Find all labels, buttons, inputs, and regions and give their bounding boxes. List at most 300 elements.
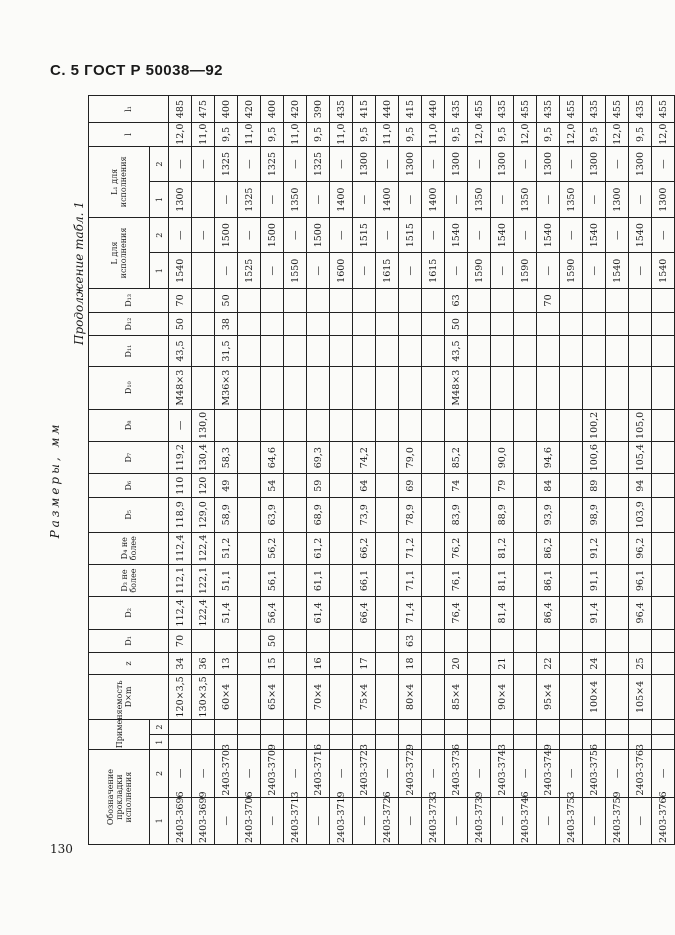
table-cell-d13: 70	[537, 289, 560, 313]
table-cell-d3	[468, 564, 491, 596]
table-cell-d12	[629, 312, 652, 336]
table-cell-z	[238, 653, 261, 675]
table-cell-d1	[468, 629, 491, 653]
table-cell-d3: 56,1	[261, 564, 284, 596]
rotated-table-area	[48, 95, 669, 845]
table-cell-d10	[468, 366, 491, 409]
header-dxm: D×m	[89, 674, 169, 719]
table-cell-dxm	[652, 674, 675, 719]
table-cell-d10	[514, 366, 537, 409]
table-cell-d1	[606, 629, 629, 653]
table-cell-d2: 2403-3716	[307, 750, 330, 797]
table-cell-dxm	[606, 674, 629, 719]
table-cell-l12: 1325	[261, 146, 284, 182]
table-row	[261, 96, 284, 845]
table-cell-l1: 1615	[422, 253, 445, 289]
table-row	[537, 96, 560, 845]
table-cell-l11: —	[307, 182, 330, 218]
table-cell-d2: 91,4	[583, 597, 606, 629]
table-cell-d12	[353, 312, 376, 336]
table-cell-d1	[307, 629, 330, 653]
page-number: 130	[50, 842, 73, 856]
table-cell-d2	[606, 597, 629, 629]
table-cell-d2: 2403-3723	[353, 750, 376, 797]
table-cell-d1: 2403-3726	[376, 797, 399, 844]
table-cell-d2	[560, 597, 583, 629]
table-cell-d7: 119,2	[169, 442, 192, 474]
table-cell-d11	[238, 336, 261, 366]
table-cell-d6: 74	[445, 474, 468, 498]
table-cell-d1	[445, 629, 468, 653]
table-cell-d1	[238, 629, 261, 653]
table-cell-l: 12,0	[606, 123, 629, 147]
table-cell-l1: 1550	[284, 253, 307, 289]
table-row	[491, 96, 514, 845]
table-cell-d6	[422, 474, 445, 498]
table-cell-l1: 1590	[560, 253, 583, 289]
table-cell-d1: 2403-3739	[468, 797, 491, 844]
table-cell-d2: —	[652, 750, 675, 797]
table-cell-d10	[583, 366, 606, 409]
table-cell-l1: 415	[399, 96, 422, 123]
table-cell-d11	[560, 336, 583, 366]
table-cell-l12: 1300	[445, 146, 468, 182]
table-cell-d2: —	[560, 750, 583, 797]
table-cell-l1: —	[261, 253, 284, 289]
table-cell-l1: 435	[445, 96, 468, 123]
table-cell-dxm	[284, 674, 307, 719]
table-cell-l2: —	[238, 217, 261, 253]
table-cell-d5: 118,9	[169, 498, 192, 532]
table-cell-d2: —	[514, 750, 537, 797]
table-cell-d5: 93,9	[537, 498, 560, 532]
table-row	[192, 96, 215, 845]
table-cell-dxm	[468, 674, 491, 719]
table-cell-d13	[652, 289, 675, 313]
table-cell-d7: 85,2	[445, 442, 468, 474]
table-cell-l2: —	[422, 217, 445, 253]
table-cell-d12	[514, 312, 537, 336]
table-cell-d5: 68,9	[307, 498, 330, 532]
table-cell-z: 34	[169, 653, 192, 675]
table-cell-l: 12,0	[468, 123, 491, 147]
table-cell-l12: —	[652, 146, 675, 182]
table-cell-d12	[284, 312, 307, 336]
table-cell-l: 9,5	[215, 123, 238, 147]
table-cell-d1	[330, 629, 353, 653]
table-cell-d11	[491, 336, 514, 366]
table-cell-l1	[192, 253, 215, 289]
table-cell-d5: 88,9	[491, 498, 514, 532]
table-cell-d12	[491, 312, 514, 336]
table-cell-d2: 81,4	[491, 597, 514, 629]
table-cell-l2: 1540	[491, 217, 514, 253]
table-cell-d4	[652, 532, 675, 564]
table-cell-d10	[652, 366, 675, 409]
table-cell-d7	[468, 442, 491, 474]
table-cell-d1: 2403-3713	[284, 797, 307, 844]
table-cell-d5	[468, 498, 491, 532]
table-cell-d5	[284, 498, 307, 532]
table-cell-z	[606, 653, 629, 675]
table-cell-d11	[307, 336, 330, 366]
table-cell-a2	[376, 720, 399, 735]
table-cell-d1: 2403-3696	[169, 797, 192, 844]
table-cell-dxm: 95×4	[537, 674, 560, 719]
table-cell-d10	[629, 366, 652, 409]
table-cell-l12: —	[606, 146, 629, 182]
table-cell-l11: 1350	[514, 182, 537, 218]
table-cell-l2: 1515	[399, 217, 422, 253]
table-cell-l11: —	[629, 182, 652, 218]
table-cell-a2	[215, 720, 238, 735]
table-cell-d11: 43,5	[445, 336, 468, 366]
table-cell-l12: —	[376, 146, 399, 182]
table-cell-d3	[560, 564, 583, 596]
table-cell-d2	[652, 597, 675, 629]
table-cell-z	[330, 653, 353, 675]
table-row	[583, 96, 606, 845]
table-cell-d2: 2403-3756	[583, 750, 606, 797]
table-row	[652, 96, 675, 845]
table-cell-d2	[284, 597, 307, 629]
table-cell-d8	[307, 409, 330, 441]
table-cell-z: 24	[583, 653, 606, 675]
table-cell-d7	[284, 442, 307, 474]
table-cell-d1: —	[491, 797, 514, 844]
table-cell-d1	[284, 629, 307, 653]
table-cell-l: 9,5	[307, 123, 330, 147]
header-sub-2: 2	[150, 146, 169, 182]
header-d11: D₁₁	[89, 336, 169, 366]
table-cell-d11	[376, 336, 399, 366]
table-cell-d5	[652, 498, 675, 532]
table-cell-d11	[284, 336, 307, 366]
table-cell-l12: 1300	[537, 146, 560, 182]
table-cell-a2	[537, 720, 560, 735]
table-cell-l2: 1540	[537, 217, 560, 253]
table-row	[169, 96, 192, 845]
table-cell-d1: 2403-3699	[192, 797, 215, 844]
table-cell-l11: 1350	[284, 182, 307, 218]
table-cell-d13	[376, 289, 399, 313]
table-cell-d1: 2403-3766	[652, 797, 675, 844]
table-cell-a2	[514, 720, 537, 735]
table-cell-d11	[422, 336, 445, 366]
table-cell-d3	[284, 564, 307, 596]
table-cell-d12	[606, 312, 629, 336]
table-cell-d6	[560, 474, 583, 498]
table-cell-d4: 51,2	[215, 532, 238, 564]
table-cell-d2	[422, 597, 445, 629]
table-cell-d3	[606, 564, 629, 596]
table-cell-l1: 455	[606, 96, 629, 123]
table-cell-d3: 71,1	[399, 564, 422, 596]
table-cell-a1	[606, 735, 629, 750]
table-cell-l1: 1525	[238, 253, 261, 289]
table-cell-l: 12,0	[169, 123, 192, 147]
table-cell-z	[514, 653, 537, 675]
table-cell-d2: —	[422, 750, 445, 797]
table-cell-l1: 435	[583, 96, 606, 123]
header-sub-2: 2	[150, 217, 169, 253]
table-cell-d3: 96,1	[629, 564, 652, 596]
table-cell-l1: —	[583, 253, 606, 289]
table-cell-d8	[560, 409, 583, 441]
table-cell-l12: 1325	[307, 146, 330, 182]
table-cell-d2: —	[238, 750, 261, 797]
table-cell-z: 21	[491, 653, 514, 675]
table-cell-d8	[399, 409, 422, 441]
table-cell-d8	[284, 409, 307, 441]
table-cell-d1	[491, 629, 514, 653]
table-cell-l2: 1500	[215, 217, 238, 253]
table-cell-l: 9,5	[491, 123, 514, 147]
table-cell-d2	[514, 597, 537, 629]
header-sub-1: 1	[150, 253, 169, 289]
table-cell-l1: —	[629, 253, 652, 289]
table-cell-d13: 50	[215, 289, 238, 313]
table-cell-d1	[376, 629, 399, 653]
table-cell-d2: 112,4	[169, 597, 192, 629]
table-cell-d8	[652, 409, 675, 441]
table-cell-d8	[514, 409, 537, 441]
table-cell-d6: 84	[537, 474, 560, 498]
table-cell-d10	[491, 366, 514, 409]
table-cell-d13	[468, 289, 491, 313]
table-cell-l1: 420	[284, 96, 307, 123]
table-cell-d6: 110	[169, 474, 192, 498]
table-cell-d8	[537, 409, 560, 441]
table-cell-l12: —	[330, 146, 353, 182]
table-cell-l11: —	[537, 182, 560, 218]
table-cell-z: 20	[445, 653, 468, 675]
table-cell-d10	[353, 366, 376, 409]
table-cell-z: 13	[215, 653, 238, 675]
table-cell-d6: 120	[192, 474, 215, 498]
table-cell-l2: —	[606, 217, 629, 253]
table-cell-d3	[238, 564, 261, 596]
table-cell-z: 17	[353, 653, 376, 675]
table-cell-a2	[353, 720, 376, 735]
table-cell-d7: 69,3	[307, 442, 330, 474]
table-cell-l12: 1300	[353, 146, 376, 182]
table-cell-d2: 71,4	[399, 597, 422, 629]
table-cell-l2: —	[468, 217, 491, 253]
table-cell-d2: 2403-3703	[215, 750, 238, 797]
table-cell-d10	[284, 366, 307, 409]
table-cell-l11: —	[491, 182, 514, 218]
table-cell-l1: 455	[514, 96, 537, 123]
table-cell-d4: 86,2	[537, 532, 560, 564]
table-cell-l1: 1540	[169, 253, 192, 289]
table-cell-d4	[284, 532, 307, 564]
table-cell-d7	[330, 442, 353, 474]
table-cell-d12	[330, 312, 353, 336]
header-d8: D₈	[89, 409, 169, 441]
table-cell-l12: —	[169, 146, 192, 182]
table-cell-a2	[330, 720, 353, 735]
table-cell-a1	[514, 735, 537, 750]
table-row	[284, 96, 307, 845]
table-cell-l: 11,0	[376, 123, 399, 147]
table-cell-l2: —	[652, 217, 675, 253]
table-cell-d1: 2403-3753	[560, 797, 583, 844]
table-cell-dxm: 105×4	[629, 674, 652, 719]
table-cell-d10	[537, 366, 560, 409]
table-cell-d12	[261, 312, 284, 336]
table-cell-d4	[606, 532, 629, 564]
table-cell-dxm: 120×3,5	[169, 674, 192, 719]
table-cell-d1	[629, 629, 652, 653]
table-cell-d13	[284, 289, 307, 313]
table-cell-d3	[330, 564, 353, 596]
table-cell-d8: 105,0	[629, 409, 652, 441]
table-cell-d2	[468, 597, 491, 629]
table-cell-d1: —	[583, 797, 606, 844]
table-cell-l2: —	[192, 217, 215, 253]
table-cell-d8	[445, 409, 468, 441]
table-cell-l1: 440	[422, 96, 445, 123]
table-cell-d13	[583, 289, 606, 313]
table-cell-d8	[215, 409, 238, 441]
table-cell-l: 12,0	[652, 123, 675, 147]
table-cell-l2: —	[169, 217, 192, 253]
table-cell-d13: 70	[169, 289, 192, 313]
header-d1: D₁	[89, 629, 169, 653]
table-cell-l12: —	[514, 146, 537, 182]
table-cell-dxm: 60×4	[215, 674, 238, 719]
table-cell-dxm: 65×4	[261, 674, 284, 719]
header-d13: D₁₃	[89, 289, 169, 313]
table-cell-d6: 59	[307, 474, 330, 498]
table-cell-d8	[330, 409, 353, 441]
header-sub-2: 2	[150, 750, 169, 797]
table-cell-d5	[376, 498, 399, 532]
table-cell-d10	[238, 366, 261, 409]
table-cell-l: 9,5	[261, 123, 284, 147]
table-cell-d1: 2403-3746	[514, 797, 537, 844]
table-cell-d4: 122,4	[192, 532, 215, 564]
table-cell-d3	[376, 564, 399, 596]
header-d5: D₅	[89, 498, 169, 532]
table-row	[215, 96, 238, 845]
table-cell-d11	[399, 336, 422, 366]
table-cell-z	[284, 653, 307, 675]
table-cell-dxm	[422, 674, 445, 719]
table-cell-d1	[652, 629, 675, 653]
table-cell-d3: 76,1	[445, 564, 468, 596]
table-cell-d7	[422, 442, 445, 474]
table-cell-d7	[560, 442, 583, 474]
table-cell-d2: 122,4	[192, 597, 215, 629]
table-row	[606, 96, 629, 845]
table-cell-a2	[652, 720, 675, 735]
table-cell-d10	[192, 366, 215, 409]
table-cell-l11: 1400	[330, 182, 353, 218]
table-cell-a1	[284, 735, 307, 750]
table-cell-d8: —	[169, 409, 192, 441]
table-cell-d2: 86,4	[537, 597, 560, 629]
table-cell-l11: —	[261, 182, 284, 218]
table-cell-d2: 56,4	[261, 597, 284, 629]
table-cell-l1: 435	[330, 96, 353, 123]
table-row	[238, 96, 261, 845]
table-cell-dxm	[238, 674, 261, 719]
table-cell-l11: 1400	[376, 182, 399, 218]
table-cell-d1	[422, 629, 445, 653]
table-cell-d10: M36×3	[215, 366, 238, 409]
table-cell-d2: 2403-3763	[629, 750, 652, 797]
table-cell-d5: 83,9	[445, 498, 468, 532]
table-cell-d7	[514, 442, 537, 474]
table-cell-a1	[169, 735, 192, 750]
table-cell-d4: 61,2	[307, 532, 330, 564]
table-cell-d3: 61,1	[307, 564, 330, 596]
table-cell-z: 36	[192, 653, 215, 675]
table-cell-d3: 66,1	[353, 564, 376, 596]
table-cell-l1: 440	[376, 96, 399, 123]
table-cell-a2	[169, 720, 192, 735]
table-cell-d1: —	[399, 797, 422, 844]
table-cell-l1: —	[399, 253, 422, 289]
table-cell-d6	[606, 474, 629, 498]
table-cell-d7	[652, 442, 675, 474]
table-cell-d11	[261, 336, 284, 366]
table-cell-d2: 66,4	[353, 597, 376, 629]
table-cell-d7: 94,6	[537, 442, 560, 474]
table-cell-d12	[537, 312, 560, 336]
table-cell-l: 11,0	[192, 123, 215, 147]
table-cell-l: 12,0	[560, 123, 583, 147]
table-cell-d1: 50	[261, 629, 284, 653]
header-small-l1: l₁	[89, 96, 169, 123]
table-cell-l: 9,5	[353, 123, 376, 147]
table-row	[330, 96, 353, 845]
table-cell-l1: 400	[261, 96, 284, 123]
table-cell-l1: 415	[353, 96, 376, 123]
table-row	[376, 96, 399, 845]
table-cell-d4: 71,2	[399, 532, 422, 564]
table-cell-l: 9,5	[537, 123, 560, 147]
table-cell-l12: —	[284, 146, 307, 182]
table-cell-z	[652, 653, 675, 675]
table-cell-d5: 73,9	[353, 498, 376, 532]
table-cell-d6	[330, 474, 353, 498]
table-cell-d3: 81,1	[491, 564, 514, 596]
table-cell-l12: —	[238, 146, 261, 182]
table-cell-dxm	[330, 674, 353, 719]
table-cell-d10	[261, 366, 284, 409]
continuation-label: Продолжение табл. 1	[72, 201, 86, 345]
table-cell-d7	[238, 442, 261, 474]
table-cell-dxm: 100×4	[583, 674, 606, 719]
table-cell-d10	[422, 366, 445, 409]
table-cell-d6	[284, 474, 307, 498]
table-cell-l1: —	[215, 253, 238, 289]
table-cell-d12	[376, 312, 399, 336]
table-cell-d5: 78,9	[399, 498, 422, 532]
table-cell-d3: 122,1	[192, 564, 215, 596]
table-cell-l1: 420	[238, 96, 261, 123]
table-cell-d10	[376, 366, 399, 409]
table-cell-a2	[560, 720, 583, 735]
table-cell-l11: 1350	[468, 182, 491, 218]
table-cell-d1	[514, 629, 537, 653]
table-cell-d5: 63,9	[261, 498, 284, 532]
table-cell-d12	[192, 312, 215, 336]
table-cell-l11: 1300	[169, 182, 192, 218]
